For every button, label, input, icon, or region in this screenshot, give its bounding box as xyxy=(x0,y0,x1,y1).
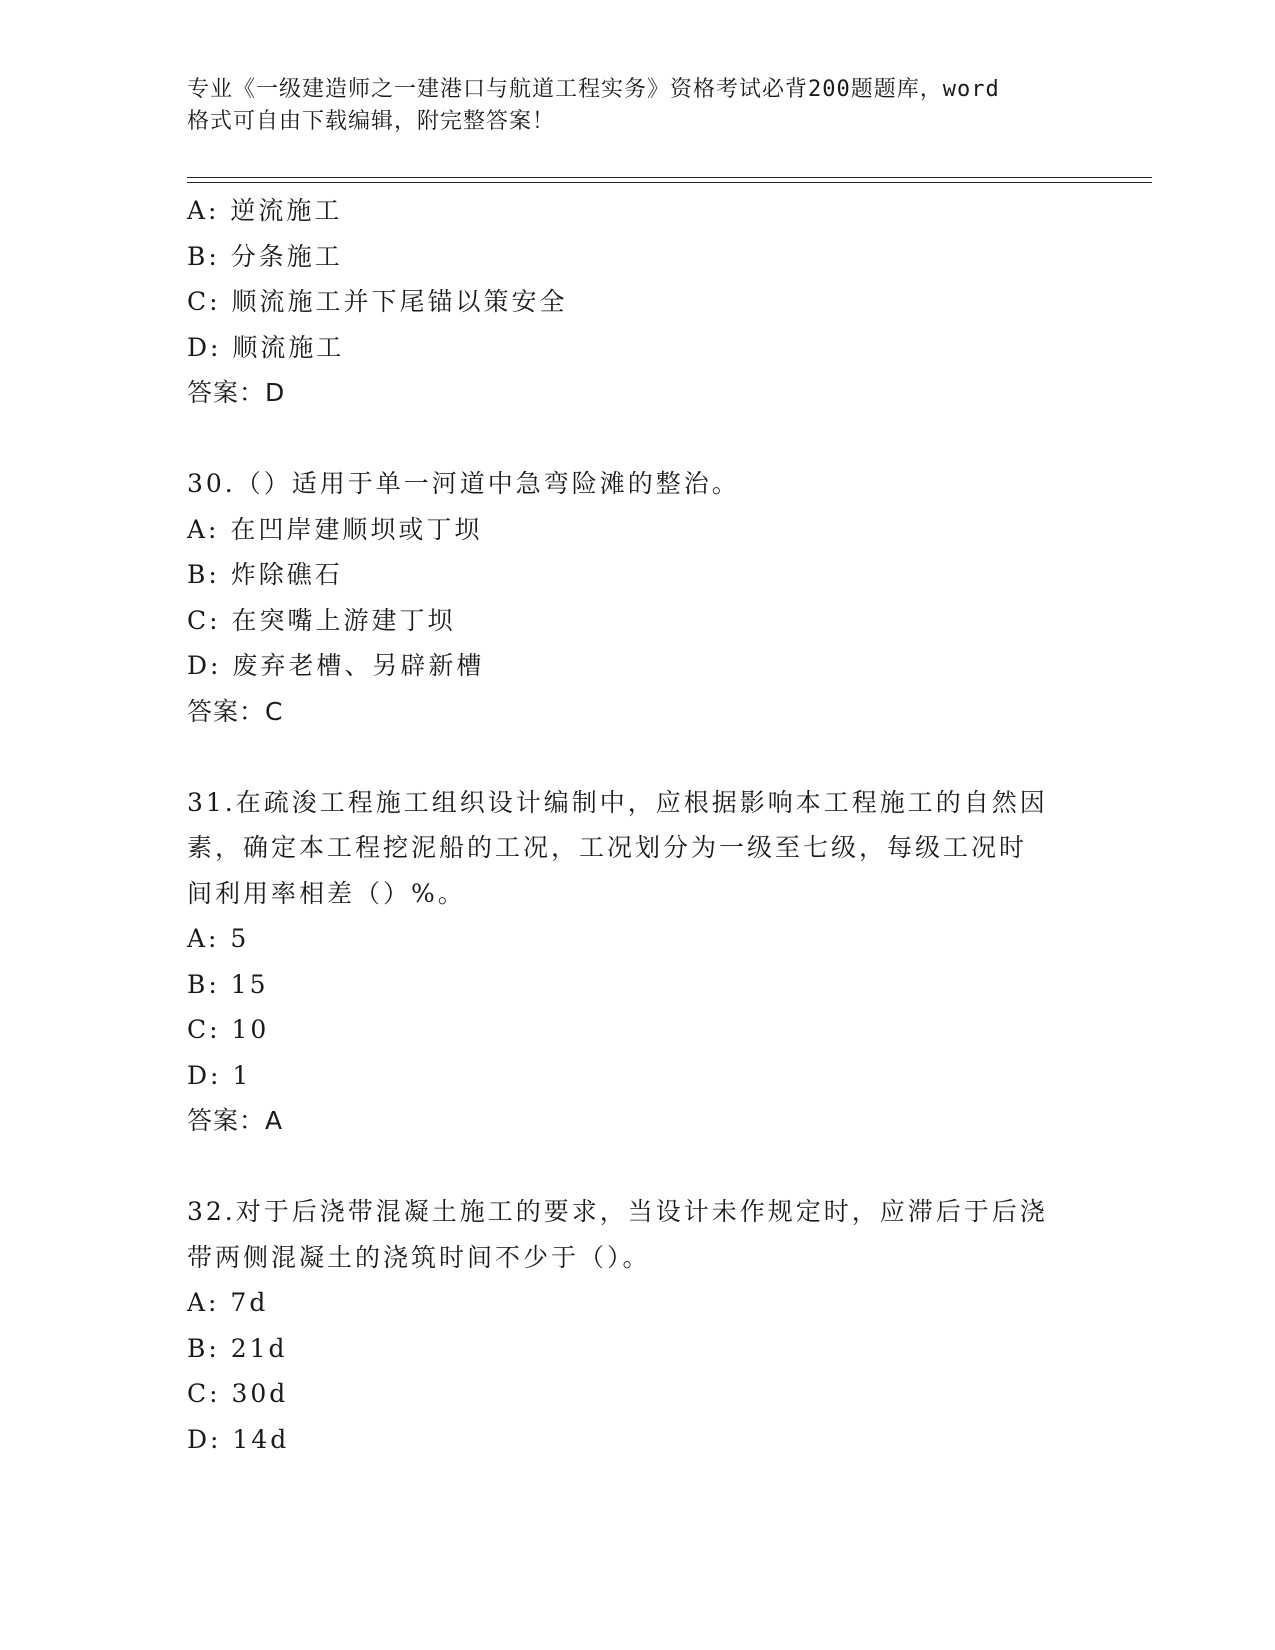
question-stem: 30.（）适用于单一河道中急弯险滩的整治。 xyxy=(187,469,740,498)
header-line-2: 格式可自由下载编辑，附完整答案！ xyxy=(187,109,556,134)
option-a: A: 5 xyxy=(187,924,250,953)
question-prev xyxy=(187,188,1087,416)
question-stem-line-1: 31.在疏浚工程施工组织设计编制中，应根据影响本工程施工的自然因 xyxy=(187,787,1048,817)
option-b: B: 炸除礁石 xyxy=(187,560,343,589)
option-d: D: 1 xyxy=(187,1060,252,1090)
option-b: B: 分条施工 xyxy=(187,241,343,271)
option-a: A: 7d xyxy=(187,1288,269,1317)
option-a: A: 逆流施工 xyxy=(187,196,343,225)
question-32 xyxy=(187,1189,1087,1462)
document-header xyxy=(187,74,1067,138)
header-line-1: 专业《一级建造师之一建港口与航道工程实务》资格考试必背200题题库，word xyxy=(187,77,1000,102)
option-c: C: 10 xyxy=(187,1015,270,1044)
answer: 答案：D xyxy=(187,378,286,407)
answer: 答案：A xyxy=(187,1106,284,1135)
header-divider-bottom xyxy=(187,182,1152,183)
option-d: D: 14d xyxy=(187,1424,290,1454)
question-list xyxy=(187,188,1087,1462)
option-d: D: 顺流施工 xyxy=(187,332,345,362)
option-a: A: 在凹岸建顺坝或丁坝 xyxy=(187,514,483,544)
option-c: C: 顺流施工并下尾锚以策安全 xyxy=(187,287,568,316)
header-divider-top xyxy=(187,177,1152,178)
question-30 xyxy=(187,461,1087,734)
option-c: C: 在突嘴上游建丁坝 xyxy=(187,605,456,635)
option-b: B: 15 xyxy=(187,969,269,999)
question-31 xyxy=(187,780,1087,1144)
option-c: C: 30d xyxy=(187,1379,289,1408)
answer: 答案：C xyxy=(187,696,284,726)
question-stem-line-3: 间利用率相差（）%。 xyxy=(187,878,466,908)
option-d: D: 废弃老槽、另辟新槽 xyxy=(187,651,485,680)
question-stem-line-2: 素，确定本工程挖泥船的工况，工况划分为一级至七级，每级工况时 xyxy=(187,833,1028,862)
question-stem-line-1: 32.对于后浇带混凝土施工的要求，当设计未作规定时，应滞后于后浇 xyxy=(187,1197,1048,1226)
option-b: B: 21d xyxy=(187,1333,288,1363)
question-stem-line-2: 带两侧混凝土的浇筑时间不少于（）。 xyxy=(187,1242,651,1272)
